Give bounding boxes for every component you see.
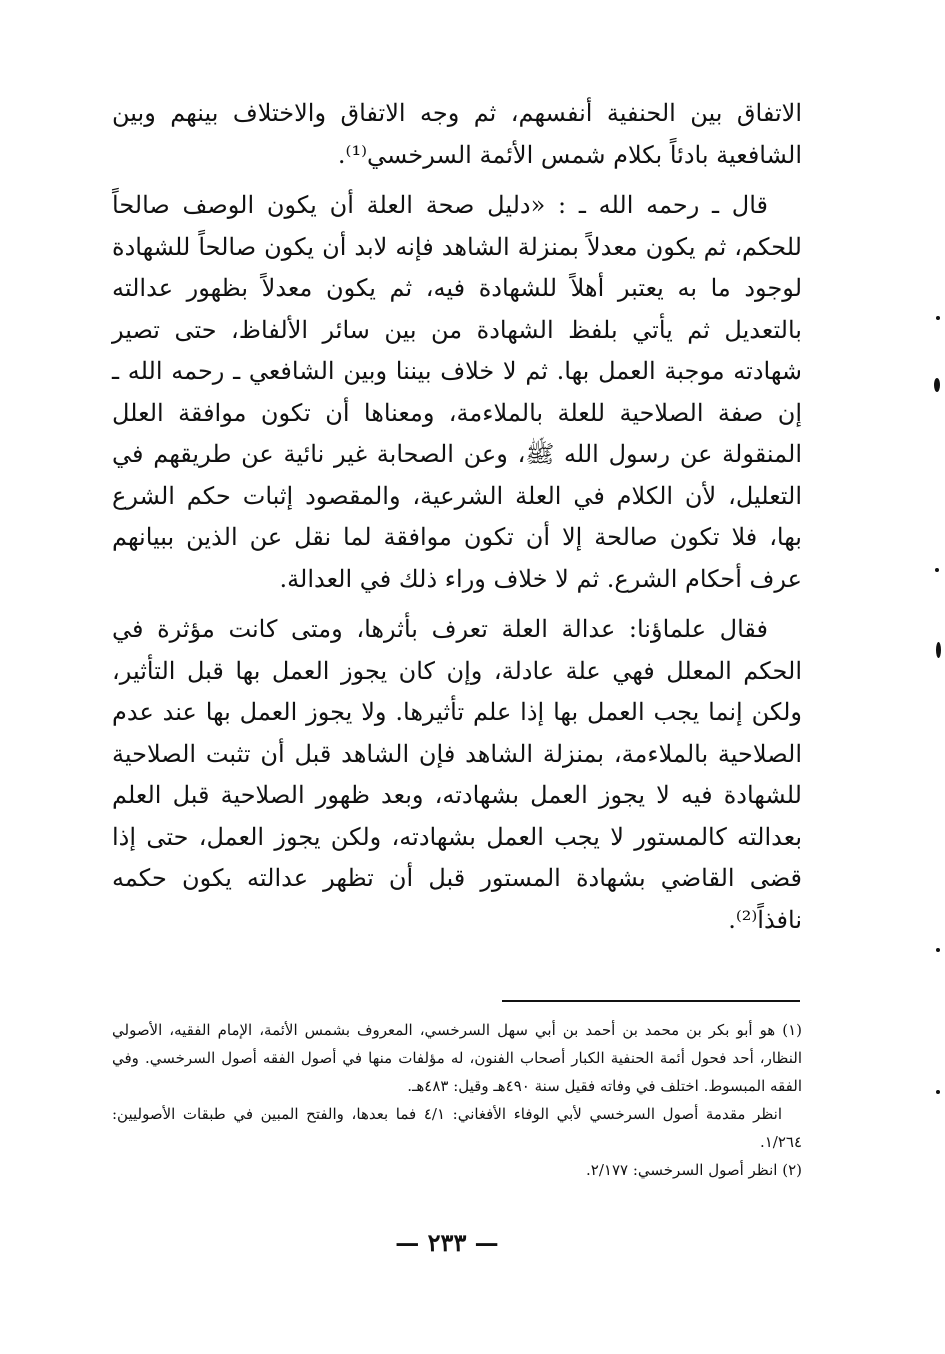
main-text	[112, 93, 802, 941]
footnotes	[112, 1016, 802, 1184]
scan-speck	[934, 378, 940, 392]
paragraph-intro: الاتفاق بين الحنفية أنفسهم، ثم وجه الاتفاق والاختلاف بينهم وبين الشافعية بادئاً بكلام شمس الأئمة السرخسي⁽¹⁾.	[112, 99, 802, 169]
page-number: — ٢٣٣ —	[395, 1228, 499, 1257]
paragraph-ulama: فقال علماؤنا: عدالة العلة تعرف بأثرها، ومتى كانت مؤثرة في الحكم المعلل فهي علة عادلة، وإن كان يجوز العمل بها قبل التأثير، ولكن إنما يجب العمل بها إذا علم تأثيرها. ولا يجوز العمل بها عند عدم الصلاحية بالملاءمة، بمنزلة الشاهد فإن الشاهد قبل أن تثبت الصلاحية للشهادة فيه لا يجوز العمل بشهادته، وبعد ظهور الصلاحية قبل العلم بعدالته كالمستور لا يجب العمل بشهادته، ولكن يجوز العمل، حتى إذا قضى القاضي بشهادة المستور قبل أن تظهر عدالته يكون حكمه نافذاً⁽²⁾.	[112, 615, 803, 934]
footnote-2: (٢) انظر أصول السرخسي: ٢/١٧٧.	[586, 1161, 802, 1179]
footnote-separator	[502, 1000, 800, 1002]
paragraph-quote-sarakhsi: قال ـ رحمه الله ـ : «دليل صحة العلة أن يكون الوصف صالحاً للحكم، ثم يكون معدلاً بمنزلة الشاهد فإنه لابد أن يكون صالحاً للشهادة لوجود ما به يعتبر أهلاً للشهادة فيه، ثم يكون معدلاً بظهور عدالته بالتعديل ثم يأتي بلفظ الشهادة من بين سائر الألفاظ، حتى تصير شهادته موجبة العمل بها. ثم لا خلاف بيننا وبين الشافعي ـ رحمه الله ـ إن صفة الصلاحية للعلة بالملاءمة، ومعناها أن تكون موافقة العلل المنقولة عن رسول الله ﷺ، وعن الصحابة غير نائية عن طريقهم في التعليل، لأن الكلام في العلة الشرعية، والمقصود إثبات حكم الشرع بها، فلا تكون صالحة إلا أن تكون موافقة لما نقل عن الذين ببيانهم عرف أحكام الشرع. ثم لا خلاف وراء ذلك في العدالة.	[112, 191, 802, 593]
scan-speck	[936, 642, 941, 658]
footnote-1: (١) هو أبو بكر بن محمد بن أحمد بن أبي سهل السرخسي، المعروف بشمس الأئمة، الإمام الفقيه، الأصولي النظار، أحد فحول أئمة الحنفية الكبار أصحاب الفنون، له مؤلفات منها في أصول الفقه أصول السرخسي. وفي الفقه المبسوط. اختلف في وفاته فقيل سنة ٤٩٠هـ وقيل: ٤٨٣هـ.	[112, 1021, 802, 1095]
scan-speck	[936, 1090, 940, 1094]
footnote-1-continued: انظر مقدمة أصول السرخسي لأبي الوفاء الأفغاني: ٤/١ فما بعدها، والفتح المبين في طبقات الأصوليين: ١/٢٦٤.	[112, 1105, 802, 1151]
scan-speck	[936, 316, 940, 320]
scan-speck	[935, 568, 939, 572]
scan-speck	[936, 948, 940, 952]
